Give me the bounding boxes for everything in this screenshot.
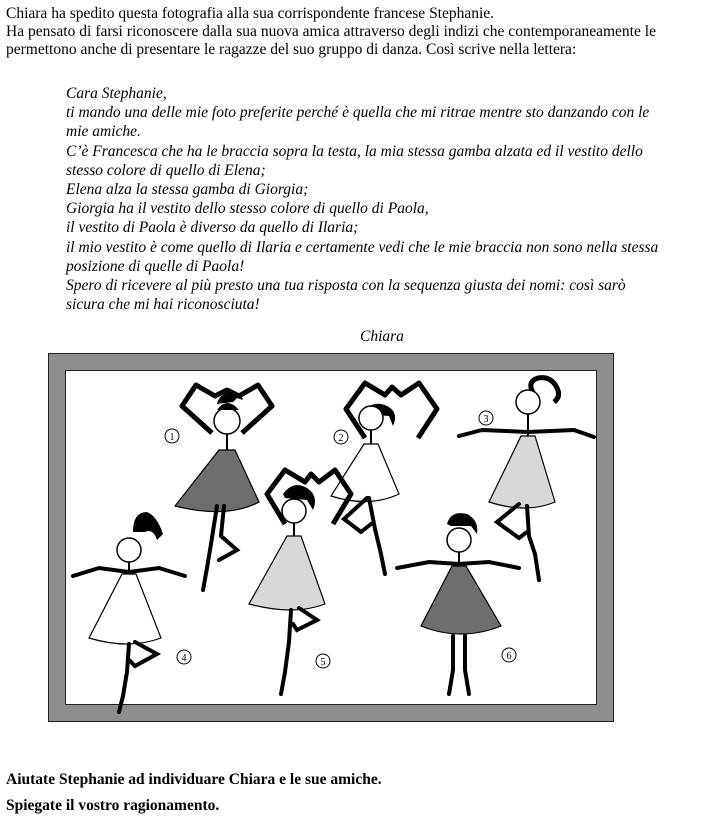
dancer-label-2: 2 [338, 433, 344, 444]
dancer-label-4: 4 [181, 653, 187, 664]
letter-signature: Chiara [360, 328, 404, 345]
dancer-label-3: 3 [483, 414, 489, 425]
dancer-3 [459, 378, 594, 580]
dancer-5 [249, 470, 351, 694]
letter [66, 84, 666, 314]
letter-paragraph-4: Giorgia ha il vestito dello stesso colore di quello di Paola, [66, 200, 429, 218]
letter-paragraph-5: il vestito di Paola è diverso da quello di Ilaria; [66, 219, 359, 237]
dancer-6 [397, 513, 519, 694]
letter-paragraph-6: il mio vestito è come quello di Ilaria e certamente vedi che le mie braccia non sono nella stessa posizione di quelle di Paola! [66, 238, 659, 275]
photo-frame [48, 353, 614, 722]
dancer-label-1: 1 [169, 432, 175, 443]
dancer-label-6: 6 [506, 651, 512, 662]
letter-paragraph-2: C’è Francesca che ha le braccia sopra la testa, la mia stessa gamba alzata ed il vestito dello stesso colore di quello di Elena; [66, 142, 643, 179]
question-1: Aiutate Stephanie ad individuare Chiara e le sue amiche. [6, 771, 382, 788]
intro-text [6, 5, 656, 59]
dancer-2 [331, 383, 437, 574]
intro-line-2: Ha pensato di farsi riconoscere dalla sua nuova amica attraverso degli indizi che contemporaneamente le permettono anche di presentare le ragazze del suo gruppo di danza. Così scrive nella lettera: [6, 23, 656, 58]
dancer-4 [73, 512, 191, 712]
letter-paragraph-7: Spero di ricevere al più presto una tua risposta con la sequenza giusta dei nomi: così sarò sicura che mi hai riconosciuta! [66, 277, 626, 314]
letter-paragraph-1: ti mando una delle mie foto preferite perché è quella che mi ritrae mentre sto danzando con le mie amiche. [66, 104, 650, 141]
letter-greeting: Cara Stephanie, [66, 85, 167, 102]
dancers-illustration [49, 354, 615, 723]
dancer-1 [165, 385, 272, 590]
intro-line-1: Chiara ha spedito questa fotografia alla sua corrispondente francese Stephanie. [6, 5, 495, 22]
letter-paragraph-3: Elena alza la stessa gamba di Giorgia; [66, 181, 309, 199]
dancer-label-5: 5 [320, 657, 326, 668]
question-2: Spiegate il vostro ragionamento. [6, 797, 220, 814]
